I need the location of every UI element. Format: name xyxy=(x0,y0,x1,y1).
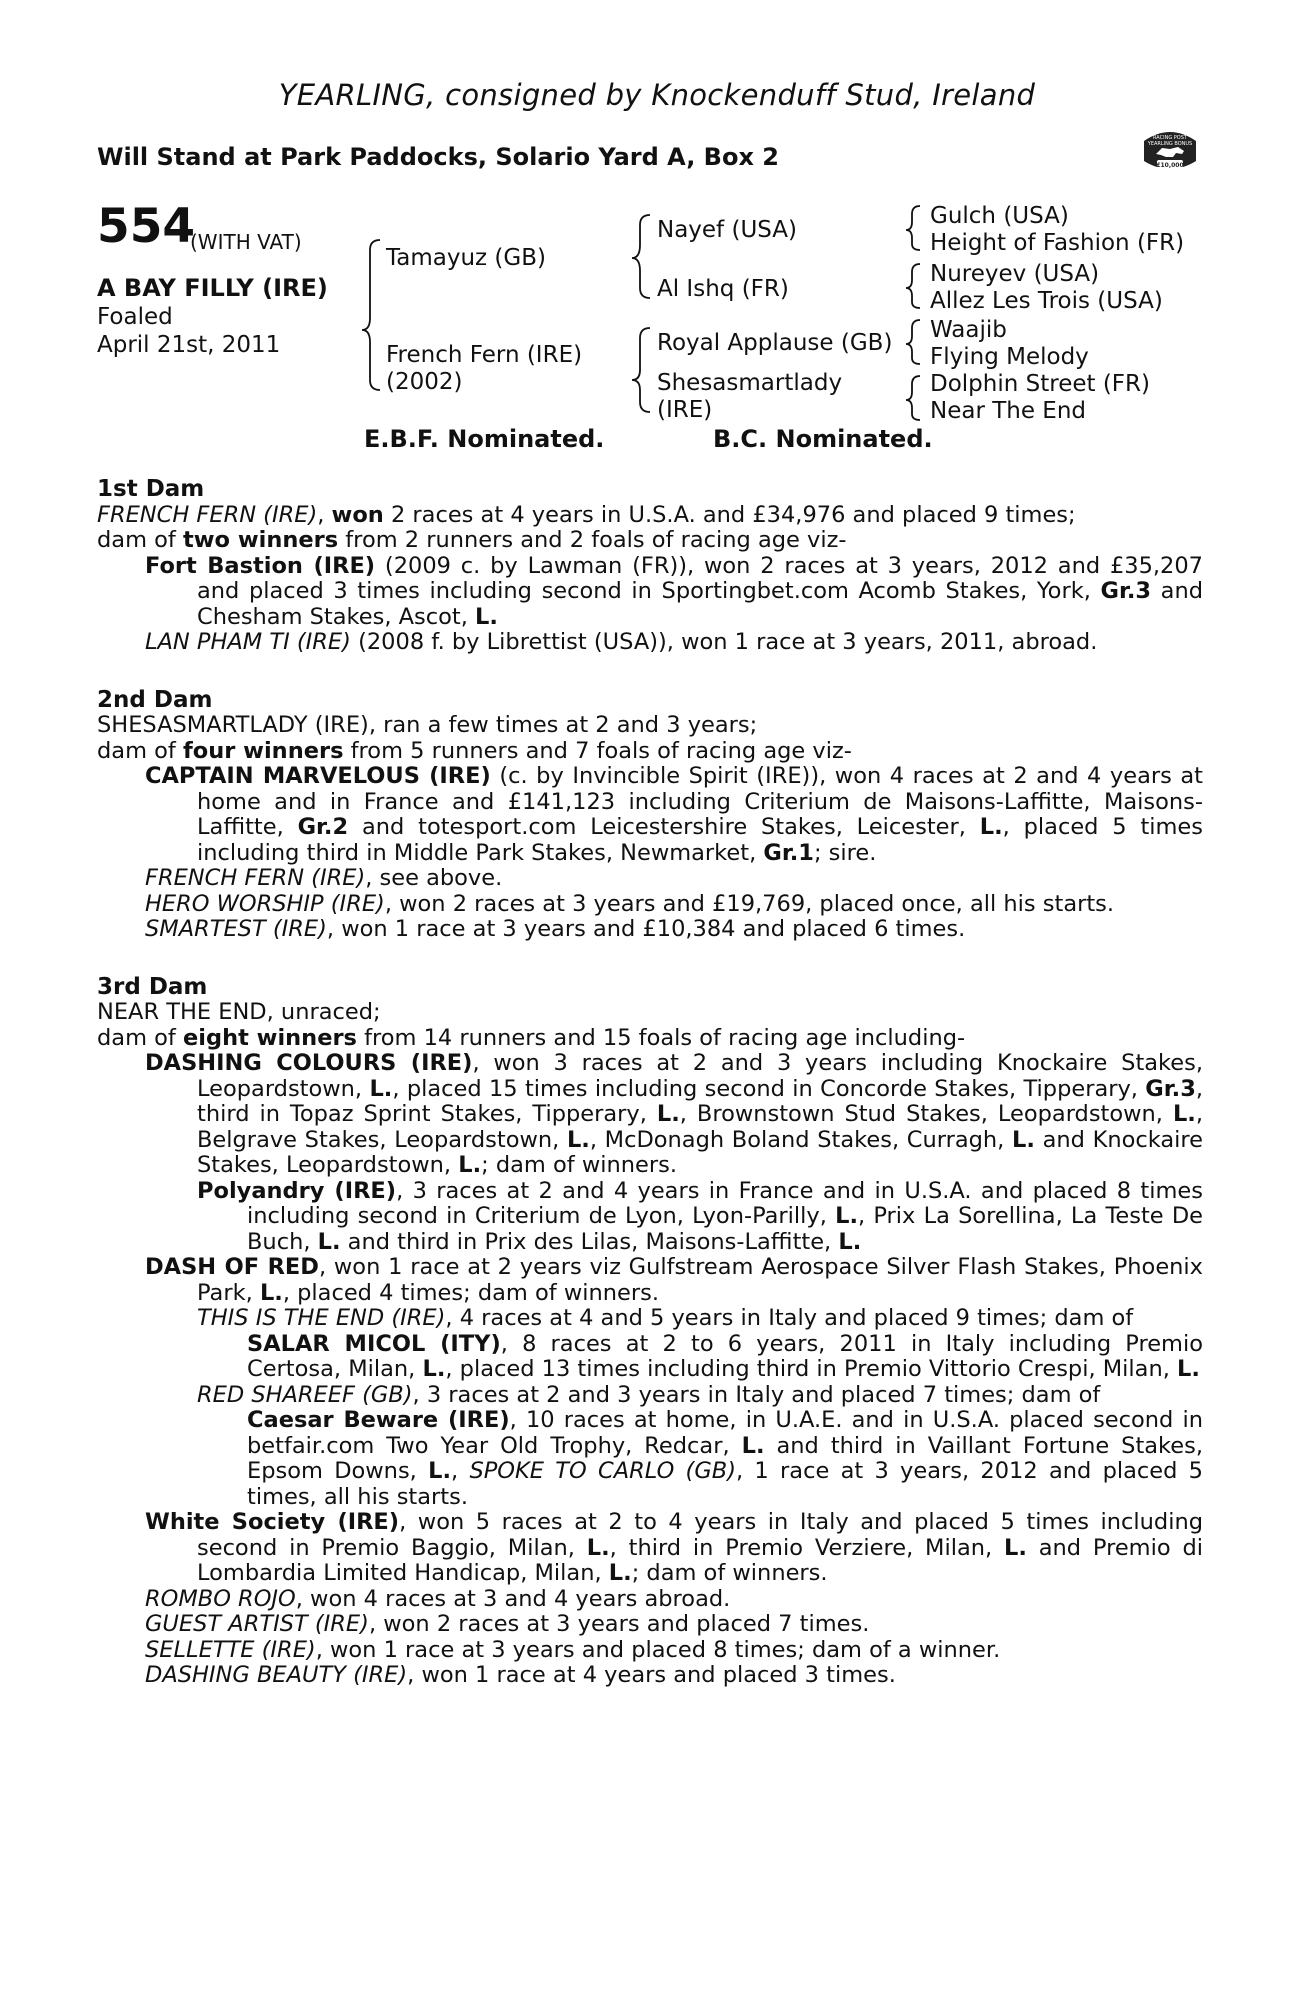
pedigree-gg-7: Dolphin Street (FR) xyxy=(930,371,1150,397)
progeny-fort-bastion: Fort Bastion (IRE) (2009 c. by Lawman (FR)), won 2 races at 3 years, 2012 and £35,207 and placed 3 times including second in Sportingbet.com Acomb Stakes, York, Gr.3 and Chesham Stakes, Ascot, L. xyxy=(145,552,1204,630)
pedigree-gg-6: Flying Melody xyxy=(930,344,1089,370)
bc-nominated: B.C. Nominated. xyxy=(713,425,933,453)
pedigree-dam-dam: Shesasmartlady xyxy=(657,370,843,396)
first-dam-record: FRENCH FERN (IRE), won 2 races at 4 years in U.S.A. and £34,976 and placed 9 times; xyxy=(97,501,1076,528)
second-dam-produce: dam of four winners from 5 runners and 7 foals of racing age viz- xyxy=(97,737,852,764)
pedigree-gg-4: Allez Les Trois (USA) xyxy=(930,288,1163,314)
third-dam-produce: dam of eight winners from 14 runners and 15 foals of racing age including- xyxy=(97,1024,966,1051)
first-dam-heading: 1st Dam xyxy=(97,476,205,502)
progeny-hero-worship: HERO WORSHIP (IRE), won 2 races at 3 years and £19,769, placed once, all his starts. xyxy=(145,890,1115,917)
second-dam-heading: 2nd Dam xyxy=(97,686,213,713)
third-dam-heading: 3rd Dam xyxy=(97,973,208,1000)
pedigree-dam-dam-country: (IRE) xyxy=(657,397,713,423)
third-dam-record: NEAR THE END, unraced; xyxy=(97,999,381,1025)
foaled-label: Foaled xyxy=(97,304,173,330)
pedigree-dam: French Fern (IRE) xyxy=(386,342,583,368)
progeny-rombo-rojo: ROMBO ROJO, won 4 races at 3 and 4 years abroad. xyxy=(145,1585,731,1612)
progeny-caesar-beware: Caesar Beware (IRE), 10 races at home, in U.A.E. and in U.S.A. placed second in betfair.com Two Year Old Trophy, Redcar, L. and third in Vaillant Fortune Stakes, Epsom Downs, L., SPOKE TO CARLO (GB), 1 race at 3 years, 2012 and placed 5 times, all his starts. xyxy=(247,1407,1203,1510)
lot-number: 554 xyxy=(97,199,196,254)
progeny-dash-of-red: DASH OF RED, won 1 race at 2 years viz Gulfstream Aerospace Silver Flash Stakes, Phoenix Park, L., placed 4 times; dam of winners. xyxy=(145,1254,1203,1306)
progeny-captain-marvelous: CAPTAIN MARVELOUS (IRE) (c. by Invincible Spirit (IRE)), won 4 races at 2 and 4 years at home and in France and £141,123 including Criterium de Maisons-Laffitte, Maisons-Laffitte, Gr.2 and totesport.com Leicestershire Stakes, Leicester, L., placed 5 times including third in Middle Park Stakes, Newmarket, Gr.1; sire. xyxy=(145,763,1204,866)
second-dam-record: SHESASMARTLADY (IRE), ran a few times at 2 and 3 years; xyxy=(97,712,758,738)
first-dam-produce: dam of two winners from 2 runners and 2 foals of racing age viz- xyxy=(97,527,847,553)
stand-location: Will Stand at Park Paddocks, Solario Yard A, Box 2 xyxy=(97,143,779,171)
progeny-red-shareef: RED SHAREEF (GB), 3 races at 2 and 3 years in Italy and placed 7 times; dam of xyxy=(197,1381,1101,1408)
dam-lines xyxy=(97,477,1203,1689)
progeny-french-fern: FRENCH FERN (IRE), see above. xyxy=(145,865,503,891)
vat-label: (WITH VAT) xyxy=(190,230,302,254)
foaled-date: April 21st, 2011 xyxy=(97,332,281,358)
pedigree-gg-5: Waajib xyxy=(930,317,1007,343)
logo-amount: £10,000 xyxy=(1156,162,1184,169)
progeny-guest-artist: GUEST ARTIST (IRE), won 2 races at 3 years and placed 7 times. xyxy=(145,1611,870,1637)
pedigree-gg-8: Near The End xyxy=(930,398,1087,424)
pedigree-sire-sire: Nayef (USA) xyxy=(657,217,798,243)
progeny-dashing-beauty: DASHING BEAUTY (IRE), won 1 race at 4 years and placed 3 times. xyxy=(145,1662,896,1688)
pedigree-gg-2: Height of Fashion (FR) xyxy=(930,230,1185,256)
pedigree-gg-3: Nureyev (USA) xyxy=(930,261,1100,287)
progeny-lan-pham-ti: LAN PHAM TI (IRE) (2008 f. by Librettist (USA)), won 1 race at 3 years, 2011, abroad. xyxy=(145,629,1098,655)
progeny-smartest: SMARTEST (IRE), won 1 race at 3 years and £10,384 and placed 6 times. xyxy=(145,916,966,942)
consignment-heading: YEARLING, consigned by Knockenduff Stud, Ireland xyxy=(278,78,1036,112)
progeny-white-society: White Society (IRE), won 5 races at 2 to 4 years in Italy and placed 5 times including second in Premio Baggio, Milan, L., third in Premio Verziere, Milan, L. and Premio di Lombardia Limited Handicap, Milan, L.; dam of winners. xyxy=(145,1509,1203,1586)
ebf-nominated: E.B.F. Nominated. xyxy=(364,425,605,453)
pedigree-gg-1: Gulch (USA) xyxy=(930,203,1069,229)
pedigree-dam-sire: Royal Applause (GB) xyxy=(657,330,893,356)
logo-mid-text: YEARLING BONUS xyxy=(1147,141,1193,147)
lot-title: A BAY FILLY (IRE) xyxy=(97,274,328,302)
pedigree-dam-year: (2002) xyxy=(386,369,463,395)
pedigree-sire-dam: Al Ishq (FR) xyxy=(657,276,789,302)
progeny-polyandry: Polyandry (IRE), 3 races at 2 and 4 years in France and in U.S.A. and placed 8 times including second in Criterium de Lyon, Lyon-Parilly, L., Prix La Sorellina, La Teste De Buch, L. and third in Prix des Lilas, Maisons-Laffitte, L. xyxy=(197,1177,1204,1255)
progeny-salar-micol: SALAR MICOL (ITY), 8 races at 2 to 6 years, 2011 in Italy including Premio Certosa, Milan, L., placed 13 times including third in Premio Vittorio Crespi, Milan, L. xyxy=(247,1330,1203,1382)
pedigree-sire: Tamayuz (GB) xyxy=(386,245,546,271)
logo-top-text: RACING POST xyxy=(1153,135,1187,141)
progeny-dashing-colours: DASHING COLOURS (IRE), won 3 races at 2 and 3 years including Knockaire Stakes, Leopardstown, L., placed 15 times including second in Concorde Stakes, Tipperary, Gr.3, third in Topaz Sprint Stakes, Tipperary, L., Brownstown Stud Stakes, Leopardstown, L., Belgrave Stakes, Leopardstown, L., McDonagh Boland Stakes, Curragh, L. and Knockaire Stakes, Leopardstown, L.; dam of winners. xyxy=(145,1050,1204,1178)
progeny-sellette: SELLETTE (IRE), won 1 race at 3 years and placed 8 times; dam of a winner. xyxy=(145,1636,1001,1663)
progeny-this-is-the-end: THIS IS THE END (IRE), 4 races at 4 and 5 years in Italy and placed 9 times; dam of xyxy=(197,1305,1134,1331)
